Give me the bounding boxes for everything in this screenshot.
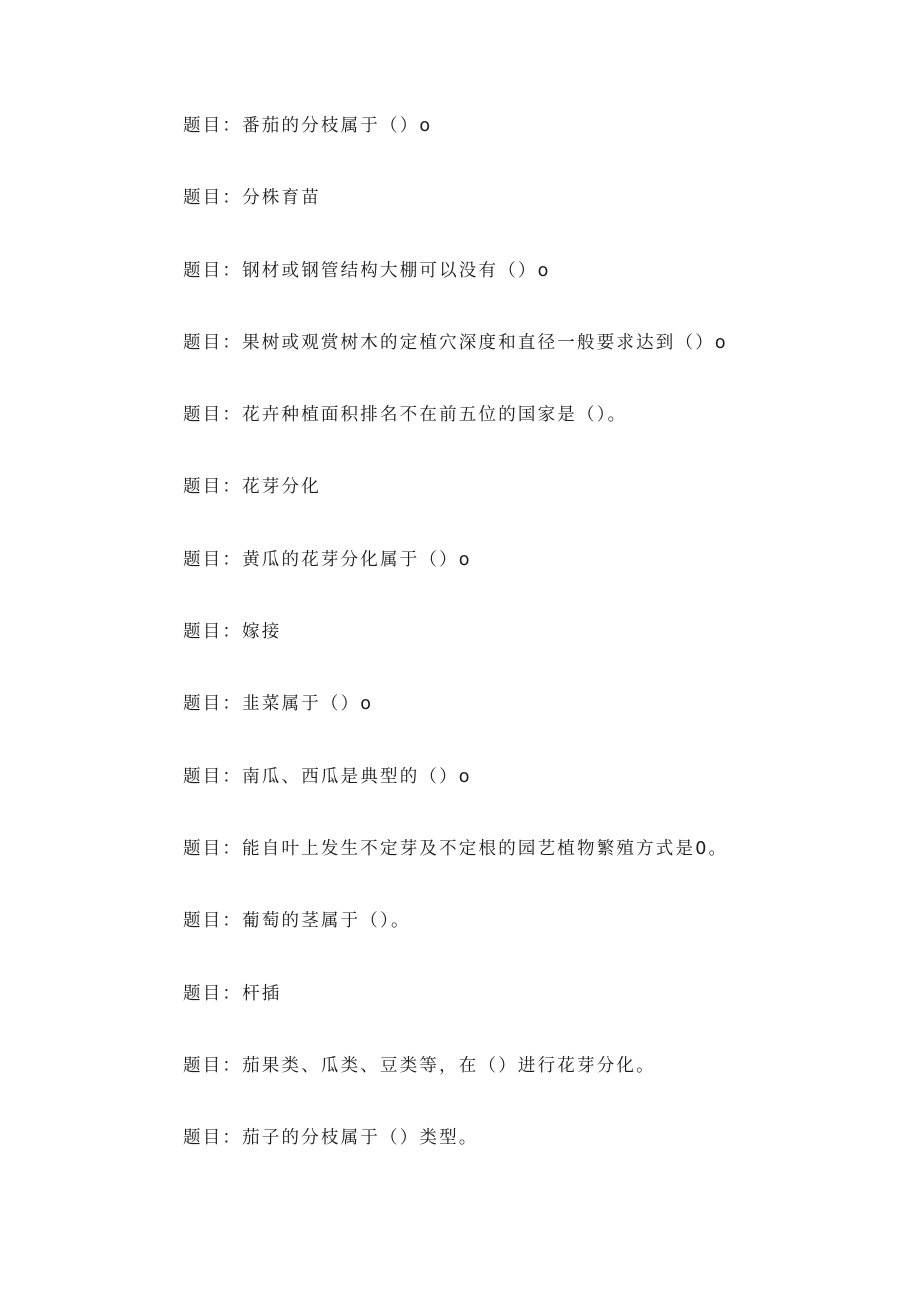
question-list [183,112,883,1196]
question-item: 题目：花芽分化 [183,477,321,498]
question-item: 题目：韭菜属于（）o [183,694,374,715]
question-item: 题目：番茄的分枝属于（）o [183,116,433,136]
question-item: 题目：茄子的分枝属于（）类型。 [183,1128,479,1149]
question-item: 题目：南瓜、西瓜是典型的（）o [183,766,472,787]
question-item: 题目：果树或观赏树木的定植穴深度和直径一般要求达到（）o [183,332,728,353]
question-item: 题目：茄果类、瓜类、豆类等，在（）进行花芽分化。 [183,1055,656,1076]
question-item: 题目：杆插 [183,983,282,1004]
question-item: 题目：葡萄的茎属于（）。 [183,911,411,932]
question-item: 题目：钢材或钢管结构大棚可以没有（）o [183,260,551,281]
question-item: 题目：能自叶上发生不定芽及不定根的园艺植物繁殖方式是0。 [183,838,729,859]
question-item: 题目：花卉种植面积排名不在前五位的国家是（）。 [183,405,628,426]
question-item: 题目：分株育苗 [183,188,321,209]
question-item: 题目：黄瓜的花芽分化属于（）o [183,549,472,570]
question-item: 题目：嫁接 [183,622,282,643]
